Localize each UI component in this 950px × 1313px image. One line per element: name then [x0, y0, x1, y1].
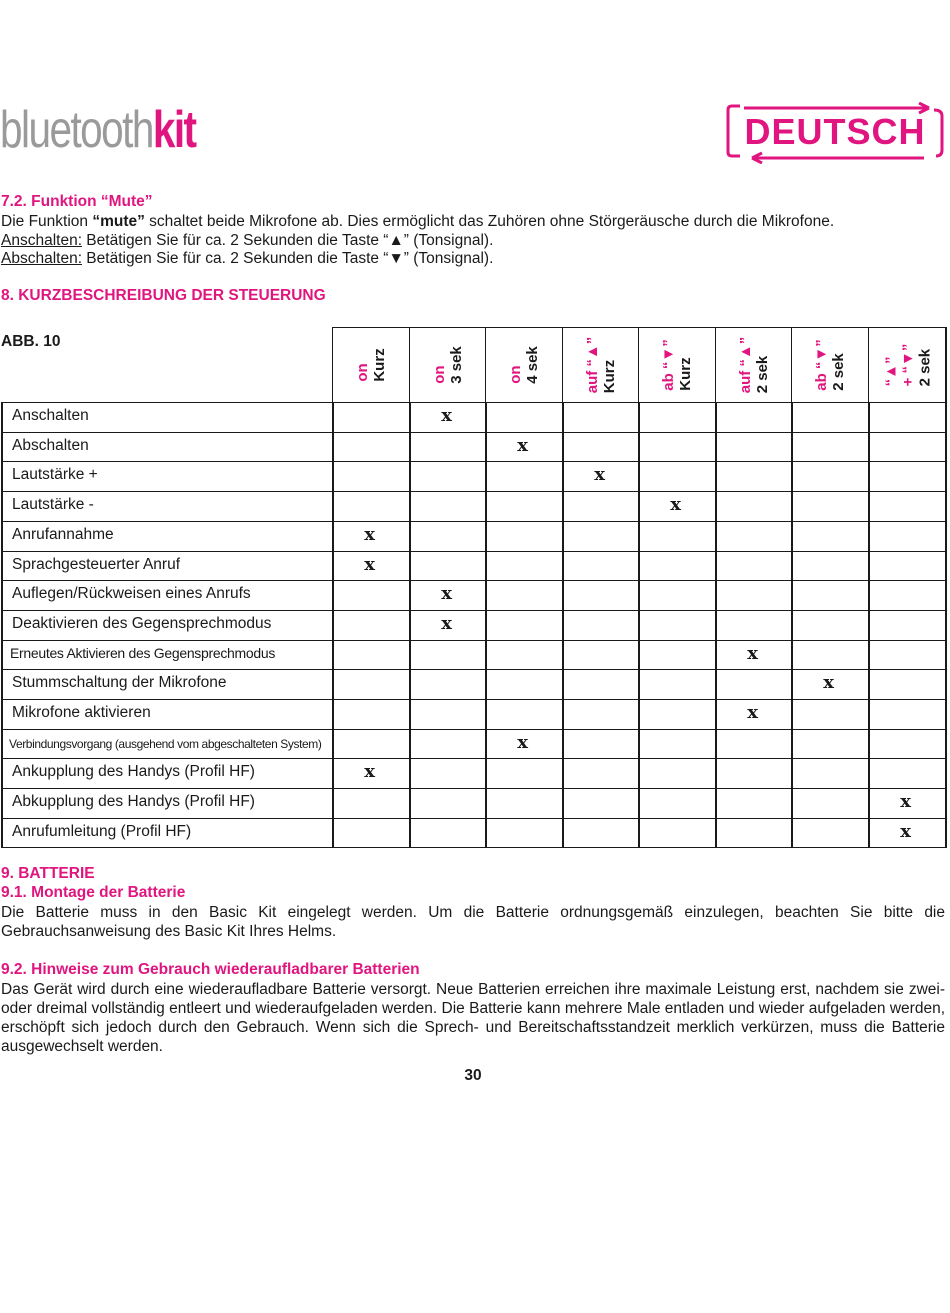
check-mark: x [900, 791, 912, 813]
column-header-line1: “▲” [882, 356, 899, 387]
row-label: Anrufumleitung (Profil HF) [12, 822, 192, 840]
column-header-line1: auf “▲” [583, 336, 601, 394]
table-row [1, 491, 946, 521]
section-9-1-heading: 9.1. Montage der Batterie [1, 884, 186, 901]
column-header-label [813, 339, 847, 391]
mute-off-label: Abschalten: [1, 250, 82, 267]
check-mark: x [517, 731, 529, 753]
check-mark: x [441, 612, 453, 634]
column-header-line1: auf “▲” [736, 336, 754, 394]
row-label: Lautstärke - [12, 496, 94, 514]
section-9-1-text: Die Batterie muss in den Basic Kit eingelegt werden. Um die Batterie ordnungsgemäß einzulegen, beachten Sie bitte die Gebrauchsanweisung des Basic Kit Ihres Helms. [1, 904, 945, 940]
check-mark: x [441, 583, 453, 605]
table-row [1, 461, 946, 491]
column-header-label [737, 337, 771, 394]
table-row [1, 669, 946, 699]
mute-off-line [1, 249, 493, 268]
table-row [1, 580, 946, 610]
column-header-line1: on [354, 363, 371, 382]
column-header-2 [409, 327, 485, 402]
column-header-line2: 4 sek [524, 346, 541, 384]
table-row [1, 788, 946, 818]
check-mark: x [364, 761, 376, 783]
table-row [1, 432, 946, 462]
row-label: Abkupplung des Handys (Profil HF) [12, 793, 255, 811]
column-header-label [584, 337, 618, 394]
bluetoothkit-logo [0, 100, 196, 160]
logo-text-bluetooth: bluetooth [0, 101, 153, 159]
section-9-2-text: Das Gerät wird durch eine wiederaufladbare Batterie versorgt. Neue Batterien erreichen ihre maximale Leistung erst, nachdem sie zwei- oder dreimal vollständig entleert und wiederaufgeladen werden. Die Batterie kann mehrere Male entladen und wieder aufgeladen werden, erschöpft sich jedoch durch den Gebrauch. Wenn sich die Sprech- und Bereitschaftsstandzeit merklich verkürzen, muss die Batterie ausgewechselt werden. [1, 981, 945, 1055]
figure-label: ABB. 10 [1, 333, 61, 350]
column-header-8 [868, 327, 946, 402]
table-row [1, 402, 946, 432]
column-header-label [354, 348, 388, 381]
row-label: Deaktivieren des Gegensprechmodus [12, 614, 272, 632]
column-header-5 [638, 327, 715, 402]
check-mark: x [823, 672, 835, 694]
column-header-line2: 3 sek [447, 346, 465, 384]
intro-text-rest: schaltet beide Mikrofone ab. Dies ermöglicht das Zuhören ohne Störgeräusche durch die Mikrofone. [144, 213, 835, 230]
mute-off-text: Betätigen Sie für ca. 2 Sekunden die Taste “▼” (Tonsignal). [82, 250, 494, 267]
section-9-2-heading: 9.2. Hinweise zum Gebrauch wiederaufladbarer Batterien [1, 961, 420, 978]
check-mark: x [517, 434, 529, 456]
row-label: Anschalten [12, 407, 89, 424]
section-9-heading: 9. BATTERIE [1, 865, 95, 882]
check-mark: x [747, 702, 759, 723]
row-label: Sprachgesteuerter Anruf [12, 555, 181, 573]
table-row [1, 610, 946, 640]
row-label: Erneutes Aktivieren des Gegensprechmodus [10, 644, 276, 661]
page-number: 30 [464, 1067, 482, 1084]
column-header-line2: Kurz [371, 348, 388, 382]
intro-mute-term: “mute” [92, 213, 145, 230]
section-7-2-heading: 7.2. Funktion “Mute” [1, 193, 153, 210]
check-mark: x [364, 553, 376, 575]
mute-on-line [1, 231, 493, 250]
language-badge [724, 102, 946, 164]
mute-on-label: Anschalten: [1, 232, 82, 249]
column-header-label [660, 339, 694, 391]
row-label: Ankupplung des Handys (Profil HF) [12, 763, 255, 781]
column-header-line2: Kurz [677, 357, 694, 391]
column-header-label [882, 344, 933, 387]
table-row [1, 818, 946, 848]
column-header-line1: ab “▼” [660, 339, 677, 391]
language-badge-label: DEUTSCH [744, 111, 926, 152]
check-mark: x [900, 820, 912, 842]
check-mark: x [670, 494, 682, 516]
column-header-label [431, 346, 465, 384]
intro-text: Die Funktion [1, 213, 93, 230]
row-label: Lautstärke + [12, 466, 98, 484]
column-header-line1: on [507, 365, 524, 384]
table-row [1, 521, 946, 551]
column-header-4 [562, 327, 638, 402]
row-label: Abschalten [12, 436, 89, 454]
column-header-line1: ab “▼” [813, 339, 830, 391]
column-header-line2: Kurz [600, 359, 618, 394]
column-header-3 [485, 327, 562, 402]
check-mark: x [364, 523, 376, 545]
column-header-label [507, 346, 541, 384]
row-label: Verbindungsvorgang (ausgehend vom abgeschalteten System) [9, 736, 322, 751]
section-8-heading: 8. KURZBESCHREIBUNG DER STEUERUNG [1, 287, 326, 304]
column-header-1 [332, 327, 409, 402]
row-label: Auflegen/Rückweisen eines Anrufs [12, 585, 251, 603]
column-header-line1: on [430, 365, 448, 384]
row-label: Anrufannahme [12, 525, 114, 543]
table-row [1, 699, 946, 729]
check-mark: x [441, 405, 453, 426]
check-mark: x [747, 642, 759, 664]
row-label: Stummschaltung der Mikrofone [12, 674, 227, 692]
table-row [1, 729, 946, 759]
column-header-line2: 2 sek [830, 353, 847, 391]
check-mark: x [594, 464, 606, 486]
column-header-6 [715, 327, 791, 402]
table-row [1, 551, 946, 581]
column-header-line2: + “▼” [899, 343, 916, 387]
column-header-line3: 2 sek [916, 348, 933, 387]
table-row [1, 640, 946, 670]
table-row [1, 758, 946, 788]
column-header-7 [791, 327, 868, 402]
section-7-2-intro [1, 212, 834, 231]
table-bottom-border [1, 847, 946, 849]
mute-on-text: Betätigen Sie für ca. 2 Sekunden die Taste “▲” (Tonsignal). [82, 232, 494, 249]
logo-text-kit: kit [152, 101, 196, 159]
row-label: Mikrofone aktivieren [12, 704, 151, 721]
column-header-line2: 2 sek [753, 355, 771, 394]
